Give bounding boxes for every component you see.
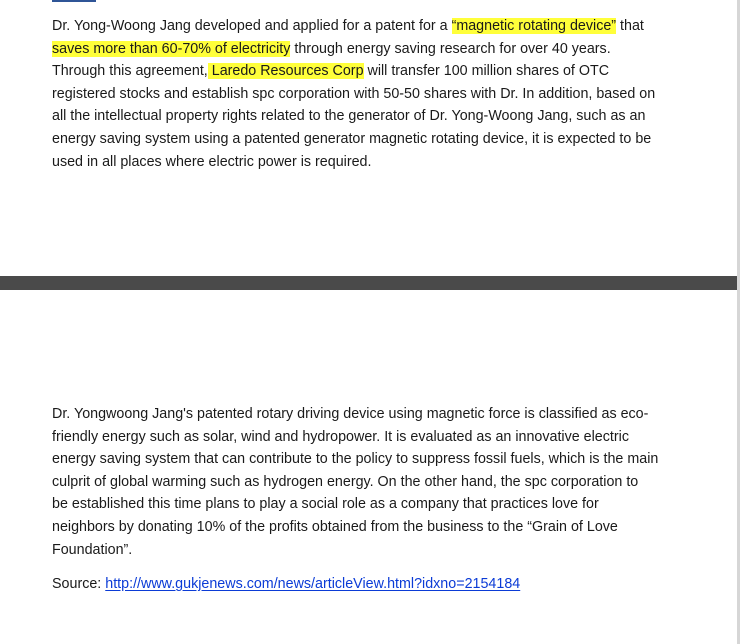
paragraph-patent-agreement bbox=[52, 15, 682, 173]
text-line: be established this time plans to play a social role as a company that practices love for bbox=[52, 496, 599, 513]
text-line: Dr. Yongwoong Jang's patented rotary driving device using magnetic force is classified as eco- bbox=[52, 406, 649, 422]
source-citation bbox=[52, 573, 520, 596]
text-line: Dr. Yong-Woong Jang developed and applied for a patent for a “magnetic rotating device” that bbox=[52, 18, 644, 34]
text-line: neighbors by donating 10% of the profits obtained from the business to the “Grain of Love bbox=[52, 518, 618, 535]
highlight-company-name: Laredo Resources Corp bbox=[207, 63, 364, 80]
text-line: used in all places where electric power is required. bbox=[52, 153, 372, 170]
text-line: all the intellectual property rights related to the generator of Dr. Yong-Woong Jang, such as an bbox=[52, 108, 646, 125]
highlight-magnetic-rotating-device: “magnetic rotating device” bbox=[451, 18, 617, 34]
text-line: culprit of global warming such as hydrogen energy. On the other hand, the spc corporation to bbox=[52, 473, 639, 490]
text-line: Foundation”. bbox=[52, 541, 133, 558]
text-line: registered stocks and establish spc corporation with 50-50 shares with Dr. In addition, based on bbox=[52, 85, 656, 102]
highlight-electricity-savings: saves more than 60-70% of electricity bbox=[52, 40, 291, 57]
source-label: Source: bbox=[52, 576, 106, 592]
text-line: friendly energy such as solar, wind and hydropower. It is evaluated as an innovative electric bbox=[52, 428, 629, 445]
text-line: saves more than 60-70% of electricity through energy saving research for over 40 years. bbox=[52, 40, 611, 57]
text-line: Through this agreement, Laredo Resources Corp will transfer 100 million shares of OTC bbox=[52, 63, 610, 80]
header-rule bbox=[52, 0, 96, 2]
source-link[interactable]: http://www.gukjenews.com/news/articleView.html?idxno=2154184 bbox=[105, 576, 521, 592]
text-line: energy saving system using a patented generator magnetic rotating device, it is expected to be bbox=[52, 130, 652, 147]
page-separator bbox=[0, 276, 740, 291]
paragraph-device-description bbox=[52, 403, 682, 561]
text-line: energy saving system that can contribute to the policy to suppress fossil fuels, which is the main bbox=[52, 451, 659, 468]
